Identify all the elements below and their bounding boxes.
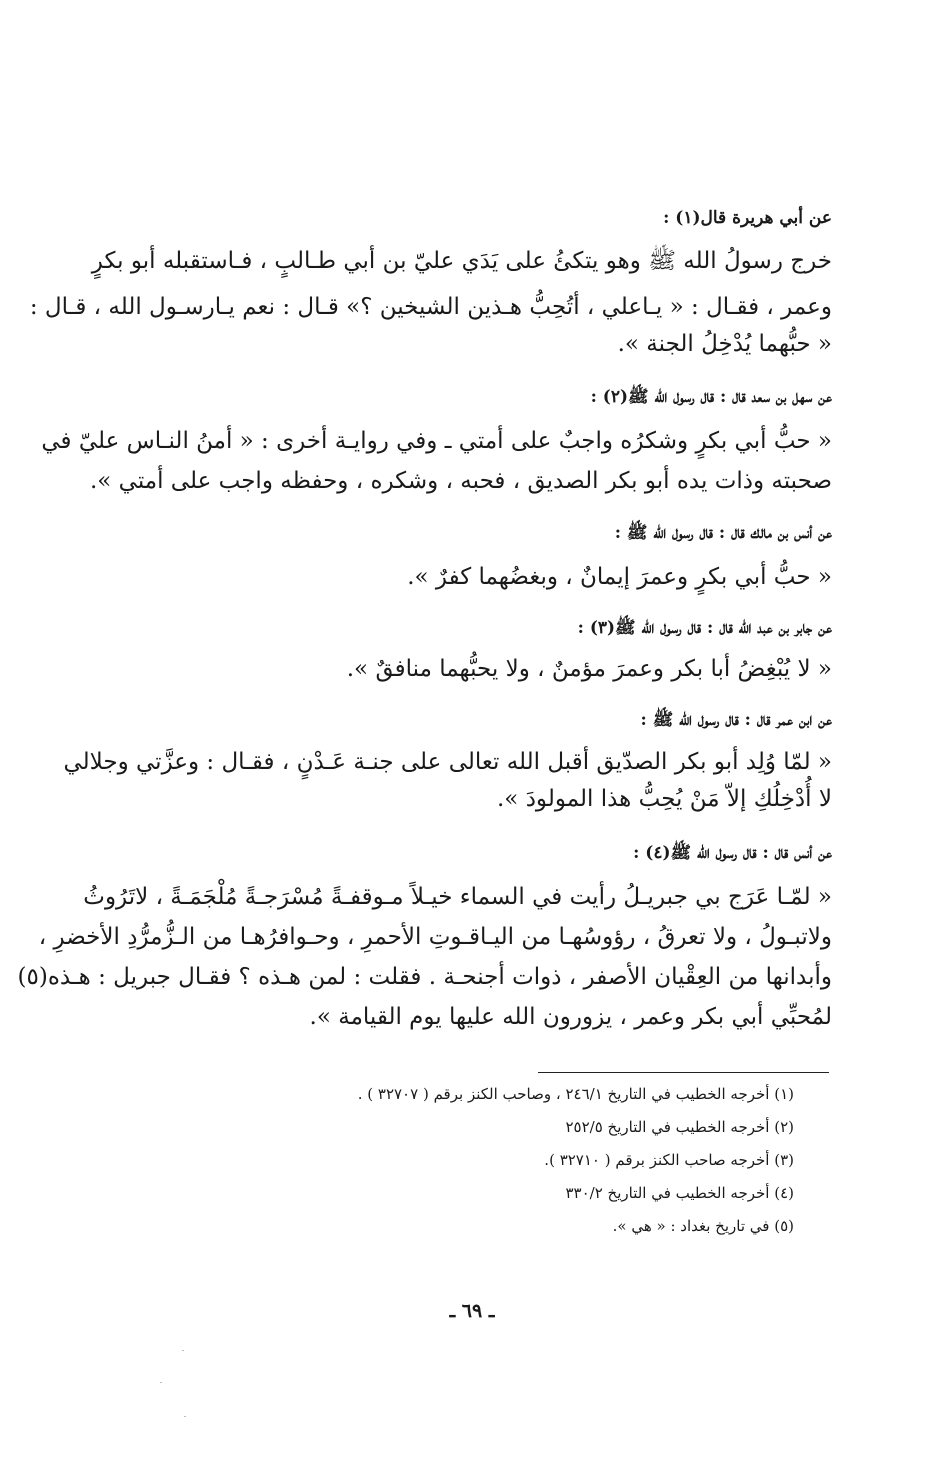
footnote: (١) أخرجه الخطيب في التاريخ ٢٤٦/١ ، وصاحب الكنز برقم ( ٣٢٧٠٧ ) .: [357, 1085, 794, 1103]
hadith-text-line: « حبُّهما يُدْخِلُ الجنة ».: [617, 331, 832, 357]
scan-speck: [160, 1382, 162, 1383]
scan-speck: [182, 1350, 184, 1351]
hadith-text-line: خرج رسولُ الله ﷺ وهو يتكئُ على يَدَي عليّ بن أبي طـالبٍ ، فـاستقبله أبو بكرٍ: [91, 248, 832, 274]
footnote: (٣) أخرجه صاحب الكنز برقم ( ٣٢٧١٠ ).: [544, 1151, 794, 1169]
hadith-text-line: صحبته وذات يده أبو بكر الصديق ، فحبه ، وشكره ، وحفظه واجب على أمتي ».: [89, 468, 832, 494]
hadith-text-line: « حبُّ أبي بكرٍ وعمرَ إيمانٌ ، وبغضُهما كفرٌ ».: [407, 564, 832, 590]
hadith-text-line: « لمّا وُلِد أبو بكر الصدّيق أقبل الله تعالى على جنـة عَـدْنٍ ، فقـال : وعزَّتي وجلالي: [63, 749, 832, 775]
hadith-text-line: « لا يُبْغِضُ أبا بكر وعمرَ مؤمنٌ ، ولا يحبُّهما منافقٌ ».: [346, 656, 832, 682]
footnote: (٥) في تاريخ بغداد : « هي ».: [612, 1217, 794, 1235]
hadith-text-line: وعمر ، فقـال : « يـاعلي ، أتُحِبُّ هـذين الشيخين ؟» قـال : نعم يـارسـول الله ، قـال :: [29, 294, 832, 320]
hadith-heading: عن أنس قال : قال رسول الله ﷺ(٤) :: [633, 843, 832, 863]
hadith-text-line: « لمّـا عَرَج بي جبريـلُ رأيت في السماء خيـلاً مـوقفـةً مُسْرَجـةً مُلْجَمَـةً ، لاتَرُوثُ: [83, 884, 832, 910]
hadith-text-line: « حبُّ أبي بكرٍ وشكرُه واجبٌ على أمتي ـ وفي روايـة أخرى : « أمنُ النـاس عليّ في: [41, 428, 832, 454]
hadith-heading: عن أنس بن مالك قال : قال رسول الله ﷺ :: [614, 523, 832, 543]
hadith-text-line: ولاتبـولُ ، ولا تعرقُ ، رؤوسُهـا من اليـاقـوتِ الأحمرِ ، وحـوافرُهـا من الـزُّمرُّدِ الأخضرِ ،: [38, 924, 832, 950]
hadith-text-line: وأبدانها من العِقْيان الأصفر ، ذوات أجنحـة . فقلت : لمن هـذه ؟ فقـال جبريل : هـذه(٥): [17, 964, 832, 990]
footnote: (٢) أخرجه الخطيب في التاريخ ٢٥٢/٥: [565, 1118, 794, 1136]
hadith-heading: عن أبي هريرة قال(١) :: [663, 208, 832, 228]
page-number: ـ ٦٩ ـ: [449, 1300, 495, 1322]
scan-speck: [184, 1416, 186, 1417]
hadith-text-line: لا أُدْخِلُكِ إلاّ مَنْ يُحِبُّ هذا المولودَ ».: [497, 786, 832, 812]
hadith-heading: عن سهل بن سعد قال : قال رسول الله ﷺ(٢) :: [590, 387, 832, 407]
footnote-separator: [538, 1072, 829, 1073]
hadith-text-line: لمُحبِّي أبي بكر وعمر ، يزورون الله عليها يوم القيامة ».: [309, 1004, 832, 1030]
hadith-heading: عن جابر بن عبد الله قال : قال رسول الله ﷺ(٣) :: [577, 618, 832, 638]
footnote: (٤) أخرجه الخطيب في التاريخ ٣٣٠/٢: [565, 1184, 794, 1202]
hadith-heading: عن ابن عمر قال : قال رسول الله ﷺ :: [640, 710, 832, 730]
